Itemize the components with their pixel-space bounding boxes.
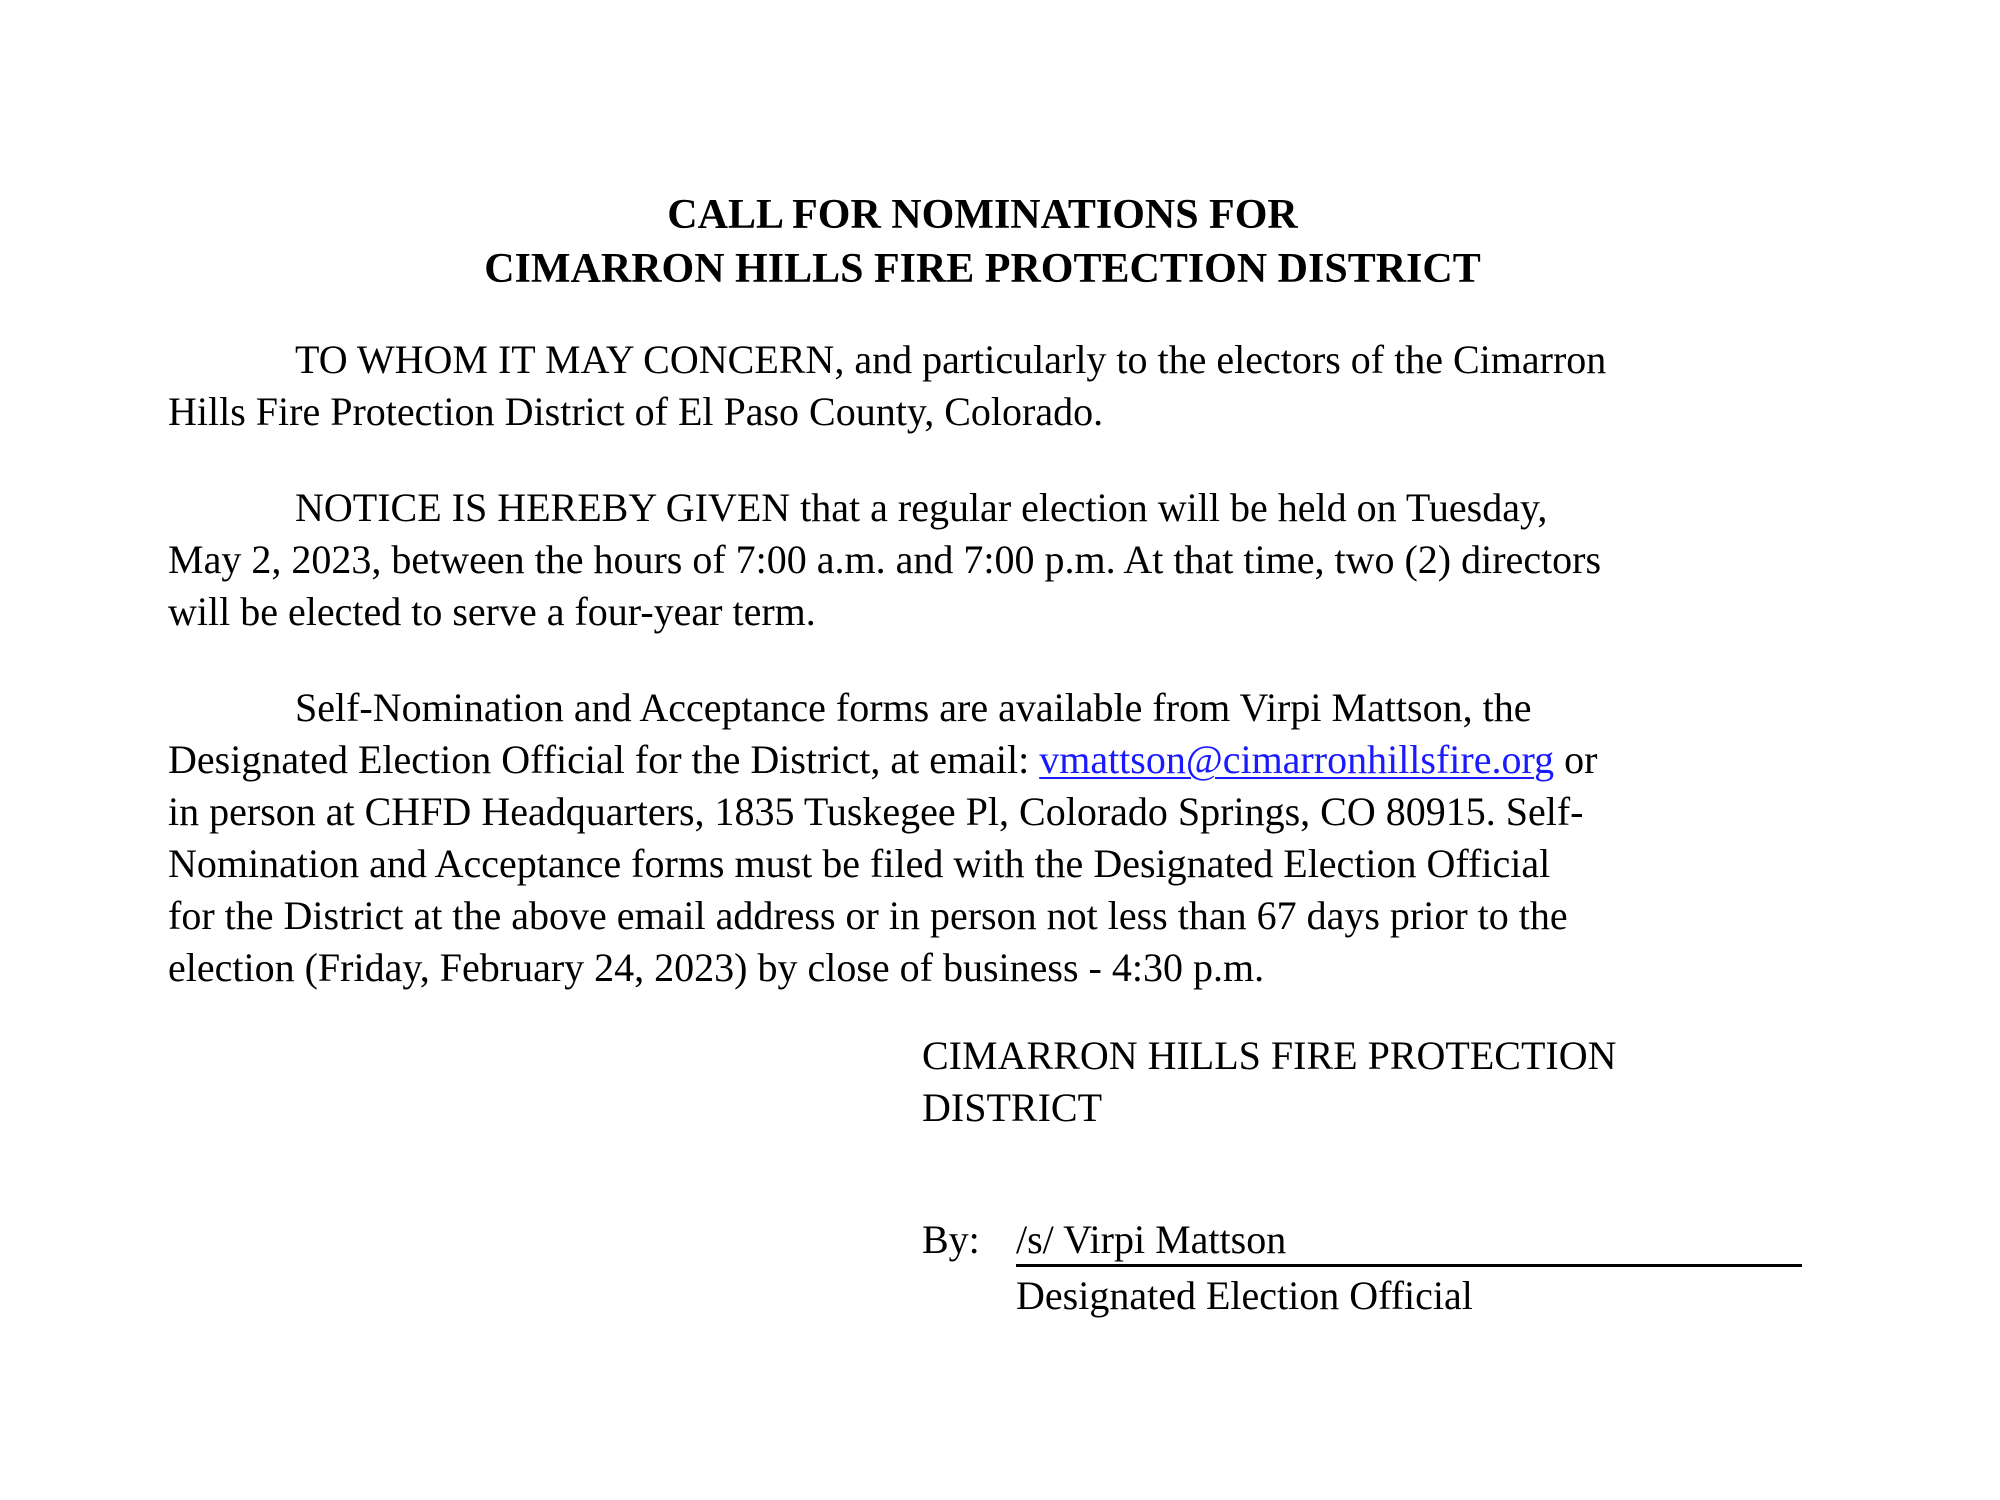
paragraph-line: TO WHOM IT MAY CONCERN, and particularly to the electors of the Cimarron [295,337,1607,382]
paragraph-line: for the District at the above email address or in person not less than 67 days prior to the [168,893,1568,938]
signature-underline [1016,1264,1802,1267]
paragraph-line: will be elected to serve a four-year term. [168,589,816,634]
paragraph-self-nomination [168,682,1808,994]
signature-org-line-1: CIMARRON HILLS FIRE PROTECTION [922,1033,1617,1078]
signature-name: /s/ Virpi Mattson [1016,1217,1287,1262]
paragraph-text: Designated Election Official for the District, at email: [168,737,1040,782]
paragraph-line-with-email [168,734,1808,786]
signature-organization [922,1030,1616,1134]
document-title-line-2: CIMARRON HILLS FIRE PROTECTION DISTRICT [484,246,1481,292]
paragraph-line: election (Friday, February 24, 2023) by close of business - 4:30 p.m. [168,945,1265,990]
paragraph-line: NOTICE IS HEREBY GIVEN that a regular election will be held on Tuesday, [295,485,1548,530]
signature-role: Designated Election Official [1016,1273,1473,1318]
paragraph-notice [168,482,1808,638]
paragraph-line: May 2, 2023, between the hours of 7:00 a.m. and 7:00 p.m. At that time, two (2) directors [168,537,1602,582]
paragraph-line: Hills Fire Protection District of El Paso County, Colorado. [168,389,1104,434]
paragraph-to-whom [168,334,1808,438]
document-title-line-1: CALL FOR NOMINATIONS FOR [667,192,1298,238]
paragraph-line: in person at CHFD Headquarters, 1835 Tuskegee Pl, Colorado Springs, CO 80915. Self- [168,789,1584,834]
email-link[interactable]: vmattson@cimarronhillsfire.org [1039,737,1555,782]
signature-org-line-2: DISTRICT [922,1085,1102,1130]
signature-by-label: By: [922,1217,980,1262]
paragraph-line: Self-Nomination and Acceptance forms are available from Virpi Mattson, the [295,685,1532,730]
paragraph-text: or [1554,737,1598,782]
paragraph-line: Nomination and Acceptance forms must be filed with the Designated Election Official [168,841,1551,886]
